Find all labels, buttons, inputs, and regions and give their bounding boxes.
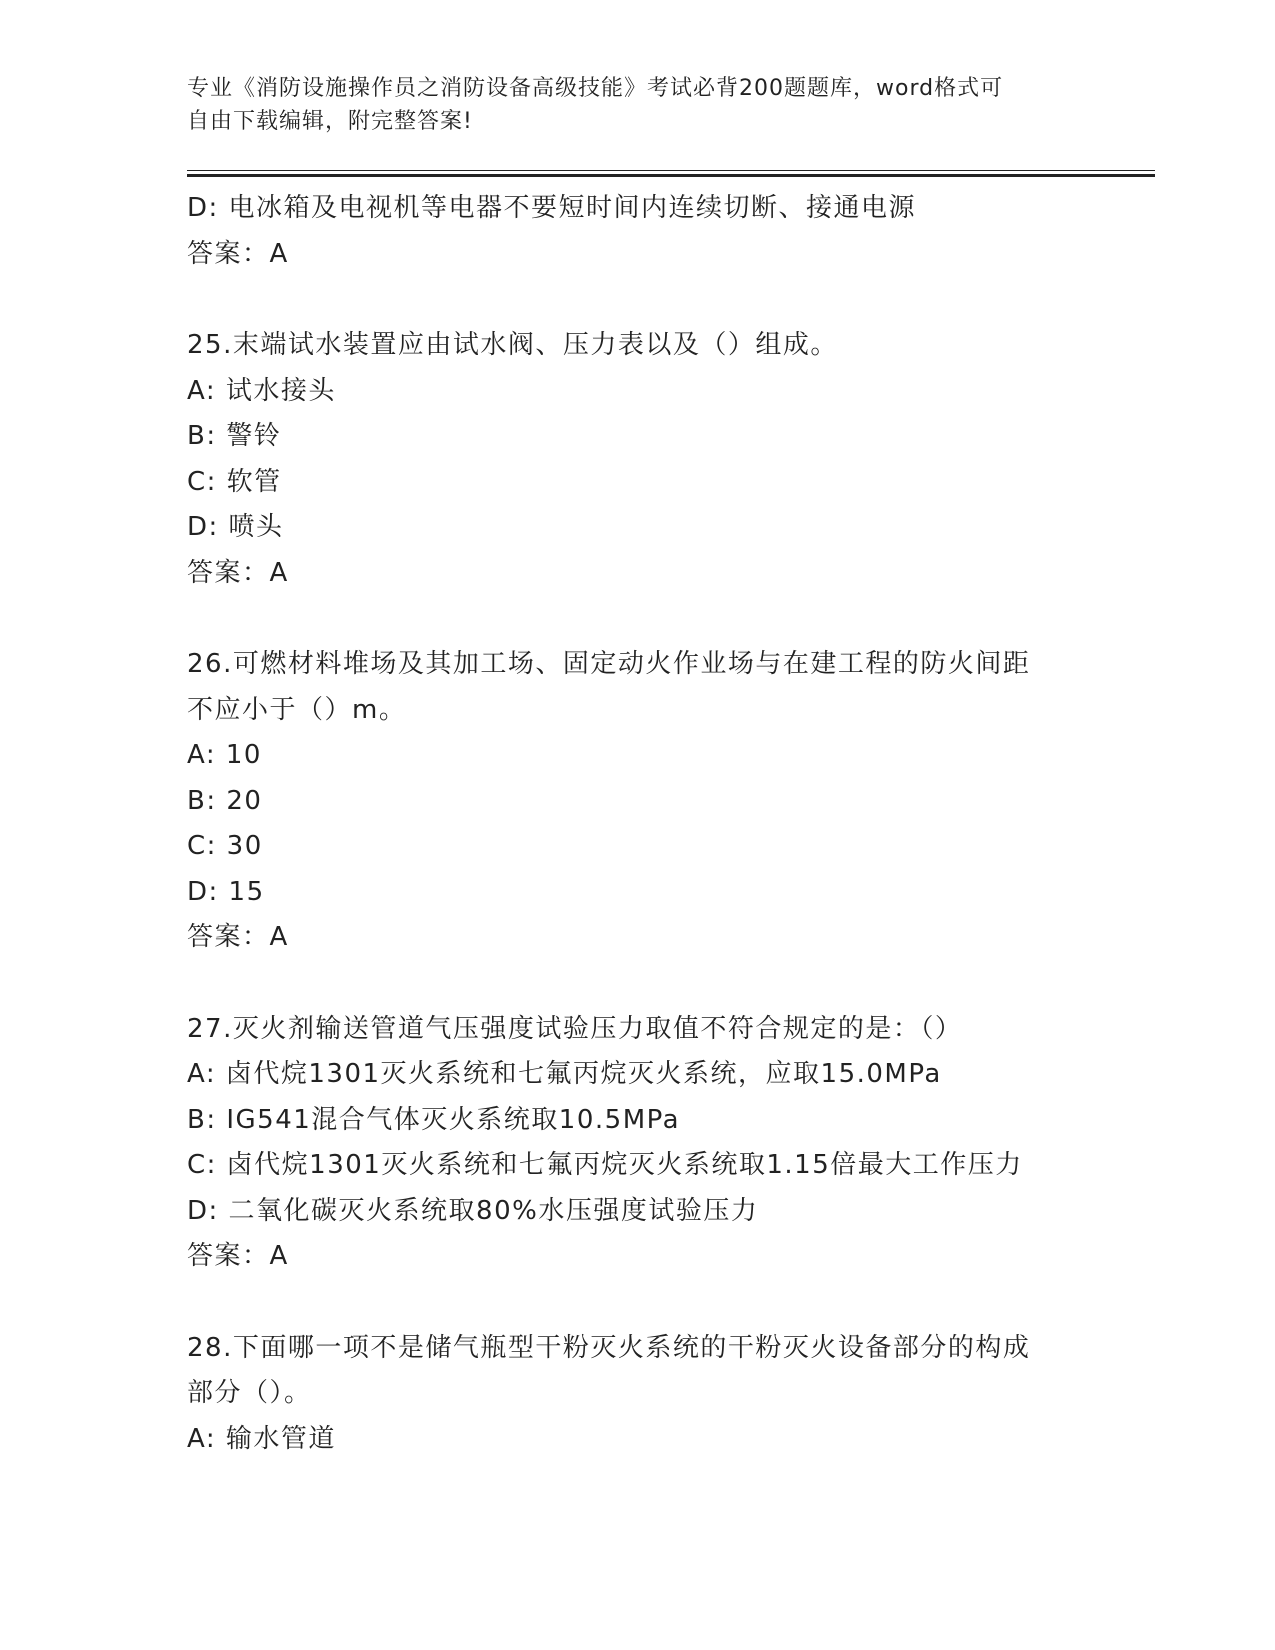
option-c: C: 30 xyxy=(187,831,263,861)
option-b: B: IG541混合气体灭火系统取10.5MPa xyxy=(187,1104,681,1135)
question-stem: 27.灭火剂输送管道气压强度试验压力取值不符合规定的是：（） xyxy=(187,1013,963,1044)
option-c: C: 软管 xyxy=(187,466,282,497)
option-d: D: 电冰箱及电视机等电器不要短时间内连续切断、接通电源 xyxy=(187,193,917,223)
question-26 xyxy=(187,642,1087,961)
question-28 xyxy=(187,1326,1087,1463)
spacer xyxy=(187,596,1087,642)
option-d: D: 二氧化碳灭火系统取80%水压强度试验压力 xyxy=(187,1195,759,1226)
question-stem: 28.下面哪一项不是储气瓶型干粉灭火系统的干粉灭火设备部分的构成 xyxy=(187,1332,1031,1363)
answer-line: 答案：A xyxy=(187,557,289,588)
page-header xyxy=(187,72,1067,138)
option-d: D: 喷头 xyxy=(187,512,284,542)
previous-question-tail xyxy=(187,186,1087,277)
question-stem-continued: 部分（）。 xyxy=(187,1378,312,1408)
header-rule-thick xyxy=(187,174,1155,177)
option-a: A: 试水接头 xyxy=(187,375,336,406)
question-stem-continued: 不应小于（）m。 xyxy=(187,694,407,725)
spacer xyxy=(187,1280,1087,1326)
question-content xyxy=(187,186,1087,1462)
answer-line: 答案：A xyxy=(187,238,289,269)
option-a: A: 10 xyxy=(187,740,262,770)
header-rule-thin xyxy=(187,170,1155,171)
spacer xyxy=(187,961,1087,1007)
option-a: A: 输水管道 xyxy=(187,1423,336,1454)
option-b: B: 20 xyxy=(187,785,263,816)
question-27 xyxy=(187,1007,1087,1280)
header-line-2: 自由下载编辑，附完整答案! xyxy=(187,109,473,134)
answer-line: 答案：A xyxy=(187,1241,289,1271)
option-c: C: 卤代烷1301灭火系统和七氟丙烷灭火系统取1.15倍最大工作压力 xyxy=(187,1150,1023,1180)
option-a: A: 卤代烷1301灭火系统和七氟丙烷灭火系统，应取15.0MPa xyxy=(187,1059,942,1089)
option-b: B: 警铃 xyxy=(187,421,282,451)
question-stem: 25.末端试水装置应由试水阀、压力表以及（）组成。 xyxy=(187,330,838,360)
answer-line: 答案：A xyxy=(187,922,289,952)
option-d: D: 15 xyxy=(187,876,265,907)
header-line-1: 专业《消防设施操作员之消防设备高级技能》考试必背200题题库，word格式可 xyxy=(187,76,1004,101)
question-stem: 26.可燃材料堆场及其加工场、固定动火作业场与在建工程的防火间距 xyxy=(187,649,1031,679)
question-25 xyxy=(187,323,1087,596)
spacer xyxy=(187,277,1087,323)
